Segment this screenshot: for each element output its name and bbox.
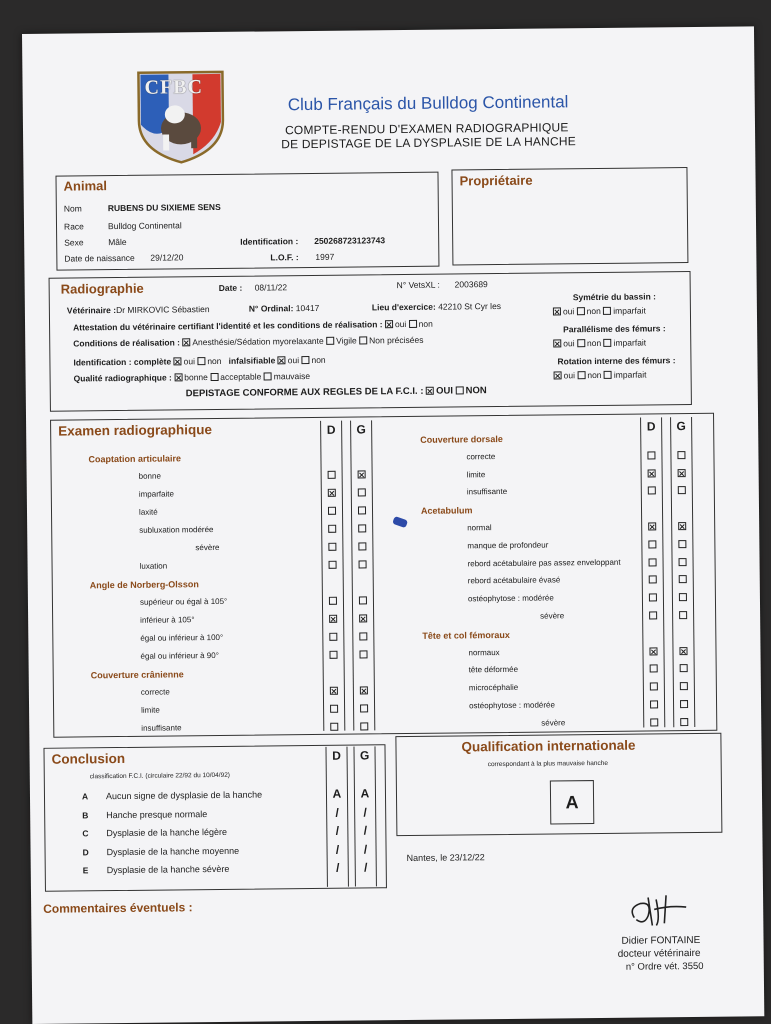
infal-oui-label: oui [287, 355, 300, 366]
exam-d-checkbox[interactable] [330, 705, 338, 713]
value-vetsxl: 2003689 [454, 279, 488, 290]
conclusion-list [22, 26, 754, 34]
left-g-column [350, 420, 375, 730]
exam-item-label: tête déformée [468, 665, 519, 675]
left-d-column [320, 421, 345, 731]
conclusion-grade-g: / [363, 804, 367, 819]
ident-non-label: non [207, 355, 222, 367]
commentaires-label: Commentaires éventuels : [43, 900, 193, 916]
exam-item-label: normal [467, 523, 492, 533]
conclusion-grade-d: / [336, 860, 340, 875]
exam-item-label: correcte [466, 451, 496, 462]
dep-oui-label: OUI [436, 385, 454, 397]
signature-icon [626, 889, 690, 930]
animal-title: Animal [63, 178, 108, 194]
place-date: Nantes, le 23/12/22 [406, 852, 485, 864]
ident-oui-label: oui [183, 356, 195, 367]
exam-item-label: supérieur ou égal à 105° [139, 596, 228, 607]
symetrie-row [553, 305, 646, 316]
symetrie-title: Symétrie du bassin : [572, 291, 656, 303]
conclusion-letter: A [81, 791, 89, 802]
conclusion-letter: C [82, 828, 89, 839]
exam-g-checkbox[interactable] [360, 686, 368, 694]
sym-oui-checkbox[interactable] [553, 307, 561, 315]
classification-note: classification F.C.I. (circulaire 22/92 du 10/04/92) [89, 771, 230, 781]
qualification-grade: A [550, 780, 594, 824]
conclusion-grade-d: / [335, 805, 339, 820]
conclusion-letter: B [82, 809, 89, 820]
conclusion-label: Hanche presque normale [106, 808, 208, 820]
exam-g-checkbox[interactable] [360, 722, 368, 730]
exam-d-checkbox[interactable] [328, 471, 336, 479]
conclusion-label: Dysplasie de la hanche légère [106, 826, 227, 839]
exam-d-checkbox[interactable] [648, 522, 656, 530]
label-lieu [372, 301, 501, 312]
exam-item-label: ostéophytose : modérée [469, 700, 555, 711]
exam-d-checkbox[interactable] [329, 561, 337, 569]
ordinal-value: 10417 [295, 302, 320, 314]
qualite-bonne-checkbox[interactable] [174, 373, 182, 381]
ident-oui-checkbox[interactable] [174, 357, 182, 365]
conclusion-grade-d: / [335, 842, 340, 857]
attestation-label: Attestation du vétérinaire certifiant l'identité et les conditions de réalisation : [73, 319, 383, 333]
conclusion-letter: D [82, 846, 89, 857]
vigile-checkbox[interactable] [326, 337, 334, 345]
concl-d-header: D [332, 748, 341, 763]
par-oui-checkbox[interactable] [553, 339, 561, 347]
exam-item-label: rebord acétabulaire pas assez enveloppant [467, 557, 621, 568]
exam-g-checkbox[interactable] [359, 614, 367, 622]
exam-item-label: égal ou inférieur à 90° [140, 650, 219, 661]
exam-g-checkbox[interactable] [358, 506, 366, 514]
infal-non-checkbox[interactable] [301, 356, 309, 364]
depistage-non-checkbox[interactable] [456, 386, 464, 394]
exam-d-checkbox[interactable] [648, 540, 656, 548]
rot-non-checkbox[interactable] [577, 371, 585, 379]
nonprecisees-checkbox[interactable] [359, 336, 367, 344]
rot-non-label: non [587, 369, 602, 381]
qualite-label: Qualité radiographique : [73, 372, 172, 384]
label-date: Date : [218, 282, 243, 293]
conclusion-letter: E [82, 865, 89, 876]
exam-d-checkbox[interactable] [649, 576, 657, 584]
exam-item-label: subluxation modérée [139, 525, 214, 535]
exam-g-checkbox[interactable] [680, 718, 688, 726]
conclusion-grade-d: / [335, 823, 340, 838]
rot-imparfait-checkbox[interactable] [604, 371, 612, 379]
attestation-oui-checkbox[interactable] [385, 320, 393, 328]
label-naissance: Date de naissance [64, 252, 135, 264]
qualification-sub: correspondant à la plus mauvaise hanche [487, 759, 609, 769]
exam-g-checkbox[interactable] [678, 540, 686, 548]
left-g-header: G [356, 422, 366, 437]
exam-g-checkbox[interactable] [679, 575, 687, 583]
right-d-header: D [646, 419, 656, 434]
conclusion-grade-g: / [364, 860, 368, 875]
ident-non-checkbox[interactable] [197, 357, 205, 365]
lieu-value: 42210 St Cyr les [438, 300, 502, 312]
exam-item-label: insuffisante [466, 487, 508, 497]
label-identification: Identification : [240, 236, 299, 247]
exam-left-list [22, 26, 754, 34]
lieu-label: Lieu d'exercice: [371, 301, 436, 313]
exam-d-checkbox[interactable] [329, 615, 337, 623]
examen-title: Examen radiographique [58, 422, 213, 439]
exam-g-checkbox[interactable] [358, 542, 366, 550]
exam-d-checkbox[interactable] [650, 700, 658, 708]
dep-non-label: NON [465, 385, 487, 397]
exam-d-checkbox[interactable] [328, 507, 336, 515]
exam-d-checkbox[interactable] [329, 597, 337, 605]
label-lof: L.O.F. : [270, 252, 299, 263]
logo-lettering: CFBC [144, 76, 204, 99]
exam-g-checkbox[interactable] [679, 558, 687, 566]
exam-g-checkbox[interactable] [680, 682, 688, 690]
section-heading: Coaptation articulaire [88, 453, 182, 465]
value-naissance: 29/12/20 [150, 252, 184, 263]
rot-oui-checkbox[interactable] [554, 371, 562, 379]
right-d-column [640, 417, 665, 727]
parallelisme-title: Parallélisme des fémurs : [563, 323, 666, 335]
exam-item-label: imparfaite [138, 489, 174, 499]
anesthesie-checkbox[interactable] [182, 338, 190, 346]
report-title-1: COMPTE-RENDU D'EXAMEN RADIOGRAPHIQUE [284, 120, 569, 138]
exam-g-checkbox[interactable] [680, 664, 688, 672]
label-nom: Nom [63, 203, 82, 214]
value-race: Bulldog Continental [107, 220, 182, 232]
conclusion-title: Conclusion [51, 750, 126, 767]
label-vetsxl: N° VetsXL : [396, 279, 440, 291]
cond2-label: Vigile [336, 335, 357, 346]
section-heading: Angle de Norberg-Olsson [89, 579, 199, 591]
sym-non-label: non [586, 305, 601, 317]
qualification-title: Qualification internationale [461, 737, 636, 755]
conclusion-label: Dysplasie de la hanche sévère [106, 863, 230, 876]
par-non-checkbox[interactable] [577, 339, 585, 347]
exam-g-checkbox[interactable] [679, 593, 687, 601]
sym-imparfait-checkbox[interactable] [603, 307, 611, 315]
exam-item-label: sévère [541, 718, 566, 728]
section-heading: Tête et col fémoraux [422, 629, 510, 641]
right-g-column [670, 417, 695, 727]
cond1-label: Anesthésie/Sédation myorelaxante [192, 335, 324, 348]
exam-g-checkbox[interactable] [358, 524, 366, 532]
signer-title: docteur vétérinaire [617, 947, 701, 960]
par-imparfait-checkbox[interactable] [604, 339, 612, 347]
exam-item-label: limite [466, 469, 486, 479]
exam-g-checkbox[interactable] [677, 451, 685, 459]
cond3-label: Non précisées [369, 334, 424, 346]
owner-title: Propriétaire [459, 172, 533, 189]
qualite-acceptable-checkbox[interactable] [210, 373, 218, 381]
exam-item-label: ostéophytose : modérée [467, 593, 554, 604]
exam-g-checkbox[interactable] [360, 704, 368, 712]
left-d-header: D [326, 422, 336, 437]
exam-d-checkbox[interactable] [329, 651, 337, 659]
exam-item-label: laxité [138, 507, 158, 517]
parallelisme-row [553, 337, 646, 348]
exam-g-checkbox[interactable] [358, 488, 366, 496]
exam-g-checkbox[interactable] [679, 647, 687, 655]
exam-d-checkbox[interactable] [328, 543, 336, 551]
exam-d-checkbox[interactable] [328, 489, 336, 497]
conclusion-grade-g: A [360, 786, 370, 801]
depistage-oui-checkbox[interactable] [426, 387, 434, 395]
value-lof: 1997 [315, 251, 335, 262]
attestation-oui-label: oui [394, 318, 407, 330]
qualite-mauvaise-checkbox[interactable] [264, 372, 272, 380]
exam-g-checkbox[interactable] [678, 469, 686, 477]
section-heading: Couverture dorsale [420, 433, 503, 445]
exam-d-checkbox[interactable] [330, 723, 338, 731]
exam-item-label: limite [141, 705, 160, 715]
club-name: Club Français du Bulldog Continental [287, 92, 569, 115]
depistage-label: DEPISTAGE CONFORME AUX REGLES DE LA F.C.I. : [185, 385, 424, 400]
exam-g-checkbox[interactable] [358, 470, 366, 478]
exam-d-checkbox[interactable] [649, 647, 657, 655]
section-heading: Acetabulum [420, 505, 473, 517]
radiographie-title: Radiographie [60, 280, 144, 297]
exam-d-checkbox[interactable] [650, 718, 658, 726]
par-oui-label: oui [563, 338, 575, 349]
par-non-label: non [586, 337, 602, 349]
conclusion-label: Dysplasie de la hanche moyenne [106, 845, 240, 857]
exam-d-checkbox[interactable] [648, 487, 656, 495]
signer-order: n° Ordre vét. 3550 [625, 960, 704, 973]
exam-d-checkbox[interactable] [330, 687, 338, 695]
exam-item-label: égal ou inférieur à 100° [140, 632, 224, 643]
exam-g-checkbox[interactable] [678, 486, 686, 494]
label-veterinaire [67, 304, 210, 315]
exam-g-checkbox[interactable] [359, 632, 367, 640]
exam-item-label: sévère [540, 611, 565, 621]
sym-imparfait-label: imparfait [613, 305, 646, 316]
infal-oui-checkbox[interactable] [278, 356, 286, 364]
conclusion-grade-g: / [363, 841, 368, 856]
vet-label: Vétérinaire : [66, 305, 117, 316]
exam-g-checkbox[interactable] [679, 611, 687, 619]
exam-right-list [22, 26, 754, 34]
exam-item-label: sévère [195, 542, 220, 553]
exam-d-checkbox[interactable] [650, 665, 658, 673]
section-heading: Couverture crânienne [90, 669, 184, 681]
ordinal-label: N° Ordinal: [248, 303, 294, 314]
conclusion-grade-d: A [332, 786, 342, 801]
vet-value: Dr MIRKOVIC Sébastien [115, 304, 210, 316]
exam-item-label: microcéphalie [468, 683, 519, 693]
exam-d-checkbox[interactable] [328, 525, 336, 533]
exam-item-label: manque de profondeur [467, 540, 549, 551]
exam-g-checkbox[interactable] [680, 700, 688, 708]
exam-d-checkbox[interactable] [650, 683, 658, 691]
sym-non-checkbox[interactable] [577, 307, 585, 315]
exam-item-label: inférieur à 105° [140, 615, 195, 625]
exam-d-checkbox[interactable] [329, 633, 337, 641]
infal-label: infalsifiable [228, 355, 276, 366]
report-title-2: DE DEPISTAGE DE LA DYSPLASIE DE LA HANCHE [281, 134, 576, 152]
label-sexe: Sexe [64, 237, 84, 248]
exam-item-label: luxation [139, 561, 168, 571]
right-g-header: G [676, 419, 686, 434]
exam-item-label: normaux [468, 647, 500, 657]
q3-label: mauvaise [273, 371, 311, 382]
par-imparfait-label: imparfait [613, 337, 647, 348]
exam-item-label: bonne [138, 471, 161, 481]
exam-item-label: insuffisante [141, 723, 182, 733]
exam-d-checkbox[interactable] [648, 469, 656, 477]
value-sexe: Mâle [108, 236, 127, 248]
label-race: Race [63, 221, 84, 232]
infal-non-label: non [311, 354, 326, 365]
attestation-non-label: non [418, 318, 433, 329]
exam-d-checkbox[interactable] [647, 451, 655, 459]
exam-d-checkbox[interactable] [649, 611, 657, 619]
rotation-row [554, 369, 647, 380]
concl-g-header: G [359, 748, 370, 763]
certificate-page [22, 26, 764, 1024]
exam-d-checkbox[interactable] [649, 594, 657, 602]
exam-item-label: correcte [140, 687, 170, 697]
exam-g-checkbox[interactable] [359, 650, 367, 658]
rot-oui-label: oui [563, 370, 575, 381]
rot-imparfait-label: imparfait [613, 369, 647, 380]
value-identification: 250268723123743 [314, 235, 386, 246]
value-date: 08/11/22 [254, 282, 288, 293]
exam-g-checkbox[interactable] [678, 522, 686, 530]
exam-item-label: rebord acétabulaire évasé [467, 575, 561, 586]
conditions-label: Conditions de réalisation : [73, 337, 181, 349]
value-nom: RUBENS DU SIXIEME SENS [107, 201, 221, 214]
label-ordinal [249, 303, 320, 314]
conclusion-grade-g: / [363, 823, 368, 838]
exam-g-checkbox[interactable] [359, 560, 367, 568]
rotation-title: Rotation interne des fémurs : [557, 355, 676, 367]
ident-label: Identification : complète [73, 356, 172, 368]
attestation-non-checkbox[interactable] [409, 320, 417, 328]
signer-name: Didier FONTAINE [621, 934, 701, 947]
exam-g-checkbox[interactable] [359, 596, 367, 604]
sym-oui-label: oui [562, 306, 575, 317]
exam-d-checkbox[interactable] [649, 558, 657, 566]
conclusion-label: Aucun signe de dysplasie de la hanche [105, 789, 263, 802]
q1-label: bonne [184, 372, 208, 383]
q2-label: acceptable [220, 371, 262, 382]
